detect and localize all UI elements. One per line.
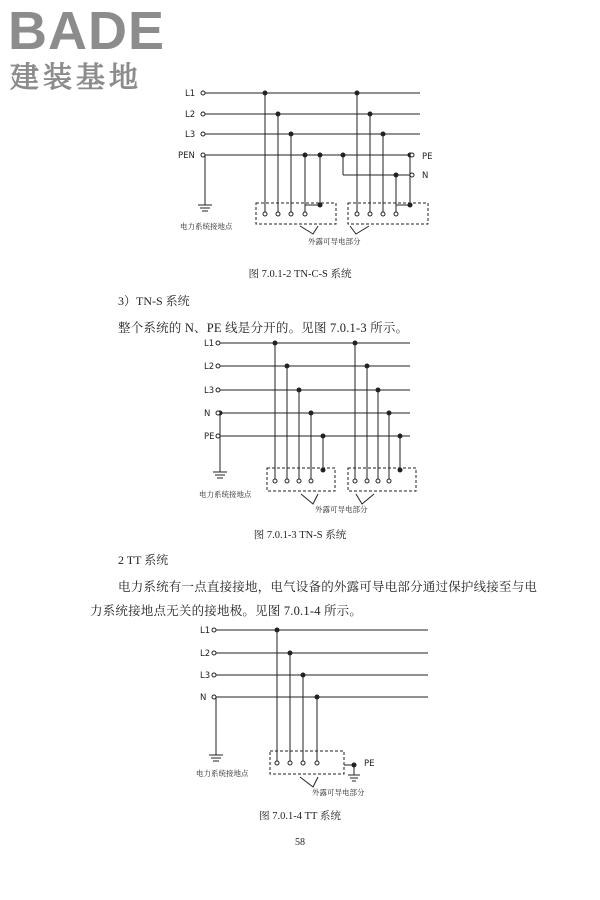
heading-tns: 3）TN-S 系统 — [118, 294, 190, 308]
tt-label-l1: L1 — [200, 626, 211, 636]
heading-tt: 2 TT 系统 — [118, 553, 169, 567]
tns-label-pe: PE — [204, 432, 215, 442]
tt-label-l2: L2 — [200, 649, 211, 659]
tncs-label-n: N — [422, 171, 429, 181]
tt-ground-label: 电力系统接地点 — [196, 769, 249, 778]
tncs-device-label: 外露可导电部分 — [308, 237, 361, 246]
paragraph-tns: 整个系统的 N、PE 线是分开的。见图 7.0.1-3 所示。 — [118, 321, 409, 335]
tns-label-l3: L3 — [204, 386, 215, 396]
paragraph-tt-line-1: 电力系统有一点直接接地，电气设备的外露可导电部分通过保护线接至与电 — [118, 580, 538, 594]
tt-label-pe: PE — [364, 759, 375, 769]
tncs-label-l2: L2 — [185, 110, 196, 120]
tncs-label-pen: PEN — [178, 151, 195, 161]
tns-label-l1: L1 — [204, 339, 215, 349]
tns-device-label: 外露可导电部分 — [315, 505, 368, 514]
tt-label-n: N — [200, 693, 207, 703]
figure-tns-diagram — [0, 330, 600, 520]
logo-chinese-name: 建装基地 — [10, 60, 143, 94]
figure-caption-tns: 图 7.0.1-3 TN-S 系统 — [253, 530, 347, 541]
paragraph-tt-line-2: 力系统接地点无关的接地极。见图 7.0.1-4 所示。 — [90, 604, 363, 618]
page-number: 58 — [295, 837, 305, 848]
tns-label-n: N — [204, 409, 211, 419]
figure-tt-diagram — [0, 620, 600, 800]
tncs-ground-label: 电力系统接地点 — [180, 222, 233, 231]
tncs-label-l1: L1 — [185, 89, 196, 99]
tncs-label-l3: L3 — [185, 130, 196, 140]
figure-tncs-diagram — [0, 80, 600, 250]
figure-caption-tt: 图 7.0.1-4 TT 系统 — [259, 811, 341, 822]
tns-ground-label: 电力系统接地点 — [199, 490, 252, 499]
tncs-label-pe: PE — [422, 152, 433, 162]
tns-label-l2: L2 — [204, 362, 215, 372]
logo-wordmark: BADE — [8, 1, 166, 61]
tt-device-label: 外露可导电部分 — [312, 788, 365, 797]
tt-label-l3: L3 — [200, 671, 211, 681]
figure-caption-tncs: 图 7.0.1-2 TN-C-S 系统 — [248, 269, 352, 280]
